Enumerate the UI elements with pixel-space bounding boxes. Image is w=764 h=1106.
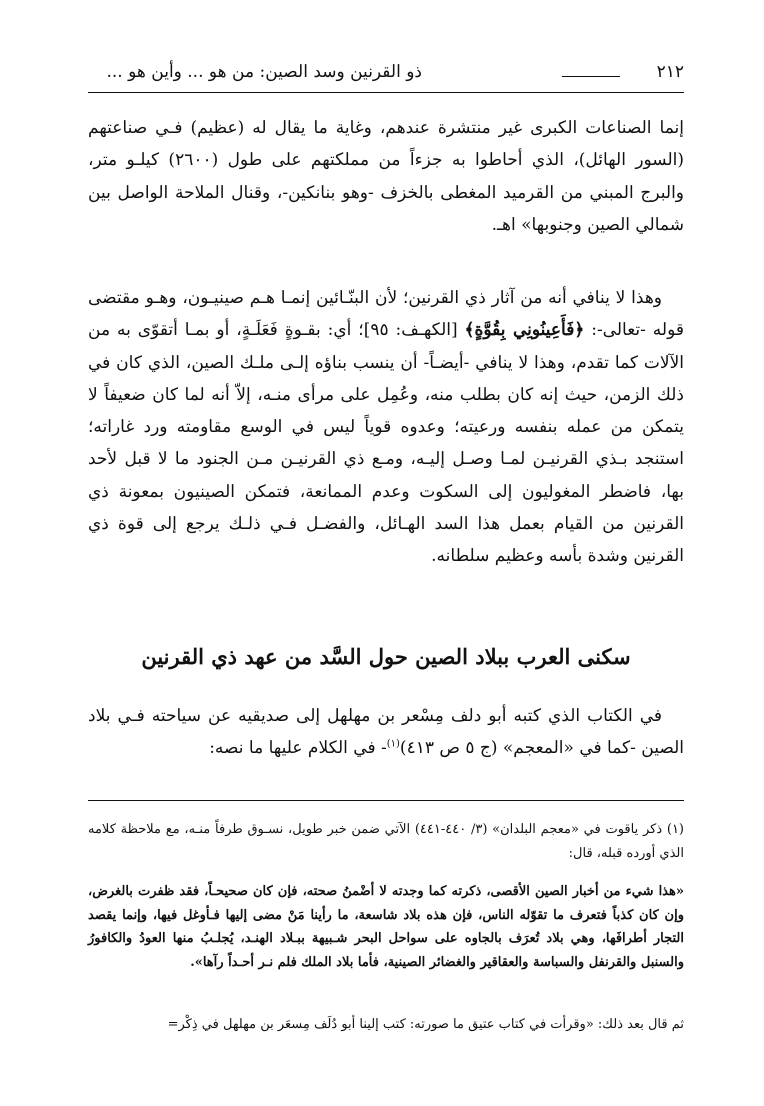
- footnote-reference: (١): [386, 738, 400, 750]
- paragraph-3-text-after: - في الكلام عليها ما نصه:: [209, 738, 387, 759]
- quran-verse: ﴿فَأَعِينُونِي بِقُوَّةٍ﴾: [464, 320, 585, 341]
- paragraph-2: [88, 282, 684, 573]
- paragraph-3-text-before: في الكتاب الذي كتبه أبو دلف مِسْعر بن مهلهل إلى صديقيه عن سياحته فـي بلاد الصين -كما في «المعجم» (ج ٥ ص ٤١٣): [88, 706, 684, 759]
- running-title: ذو القرنين وسد الصين: من هو ... وأين هو ...: [106, 62, 422, 82]
- section-heading: سكنى العرب ببلاد الصين حول السَّد من عهد ذي القرنين: [141, 644, 631, 669]
- footnote-quotation: «هذا شيء من أخبار الصين الأقصى، ذكرته كما وجدته لا أضْمنُ صحته، فإن كان صحيحـاً، فقد ظفرت بالغرض، وإن كان كذباً فتعرف ما تقوّله الناس، فإن هذه بلاد شاسعة، ما رأينا مَنْ مضى إليها فـأوغل فيها، وإنما يقصد التجار أطرافَها، وهي بلاد تُعرَف بالجاوه على سواحل البحر شـبيهة ببـلاد الهنـد، يُجلـبُ منها العودُ والكافورُ والسنبل والقرنفل والسباسة والعقاقير والغضائر الصينية، فأما بلاد الملك فلم نـر أحـداً رآها».: [88, 884, 684, 970]
- header-rule: [88, 92, 684, 93]
- paragraph-3: [88, 700, 684, 765]
- paragraph-2-text-before: وهذا لا ينافي أنه من آثار ذي القرنين؛ لأن البنّـائين إنمـا هـم صينيـون، وهـو مقتضى قوله -تعالى-:: [88, 288, 685, 341]
- footnote-separator: [88, 800, 684, 801]
- page-header: [88, 58, 684, 98]
- footnote-1: (١) ذكر ياقوت في «معجم البلدان» (٣/ ٤٤٠-٤٤١) الآتي ضمن خبر طويل، نسـوق طرفاً منـه، مع ملاحظة كلامه الذي أورده قبله، قال:: [88, 822, 684, 861]
- paragraph-2-text-after: [الكهـف: ٩٥]؛ أي: بقـوةٍ فَعَلَـةٍ، أو بمـا أتقوّى به من الآلات كما تقدم، وهذا لا ينافي -أيضـاً- أن ينسب بناؤه إلـى ملـك الصين، الذي كان في ذلك الزمن، حيث إنه كان بطلب منه، وعُمِل على مرأى منـه، إلاّ أنه لما كان ضعيفاً لا يتمكن من عمله بنفسه ورعيته؛ وعدوه قوياً ليس في الوسع مقاومته ورد غاراته؛ استنجد بـذي القرنيـن لمـا وصـل إليـه، ومـع ذي القرنيـن مـن الجنود ما لا قبل لأحد بها، فاضطر المغوليون إلى السكوت وعدم الممانعة، فتمكن الصينيون بمعونة ذي القرنين من القيام بعمل هذا السد الهـائل، والفضـل فـي ذلـك يرجع إلى قوة ذي القرنين وشدة بأسه وعظيم سلطانه.: [88, 320, 684, 567]
- footnote-continuation: ثم قال بعد ذلك: «وقرأت في كتاب عتيق ما صورته: كتب إلينا أبو دُلَف مِسعَر بن مهلهل في ذِكْر=: [167, 1017, 684, 1032]
- header-dash: [562, 76, 620, 77]
- paragraph-1: إنما الصناعات الكبرى غير منتشرة عندهم، وغاية ما يقال له (عظيم) فـي صناعتهم (السور الهائل)، الذي أحاطوا به جزءاً من مملكتهم على طول (٢٦٠٠) كيلـو متر، والبرج المبني من القرميد المغطى بالخزف -وهو بنانكين-، وقنال الملاحة الواصل بين شمالي الصين وجنوبها» اهـ.: [88, 118, 685, 235]
- page-number: ٢١٢: [656, 62, 684, 82]
